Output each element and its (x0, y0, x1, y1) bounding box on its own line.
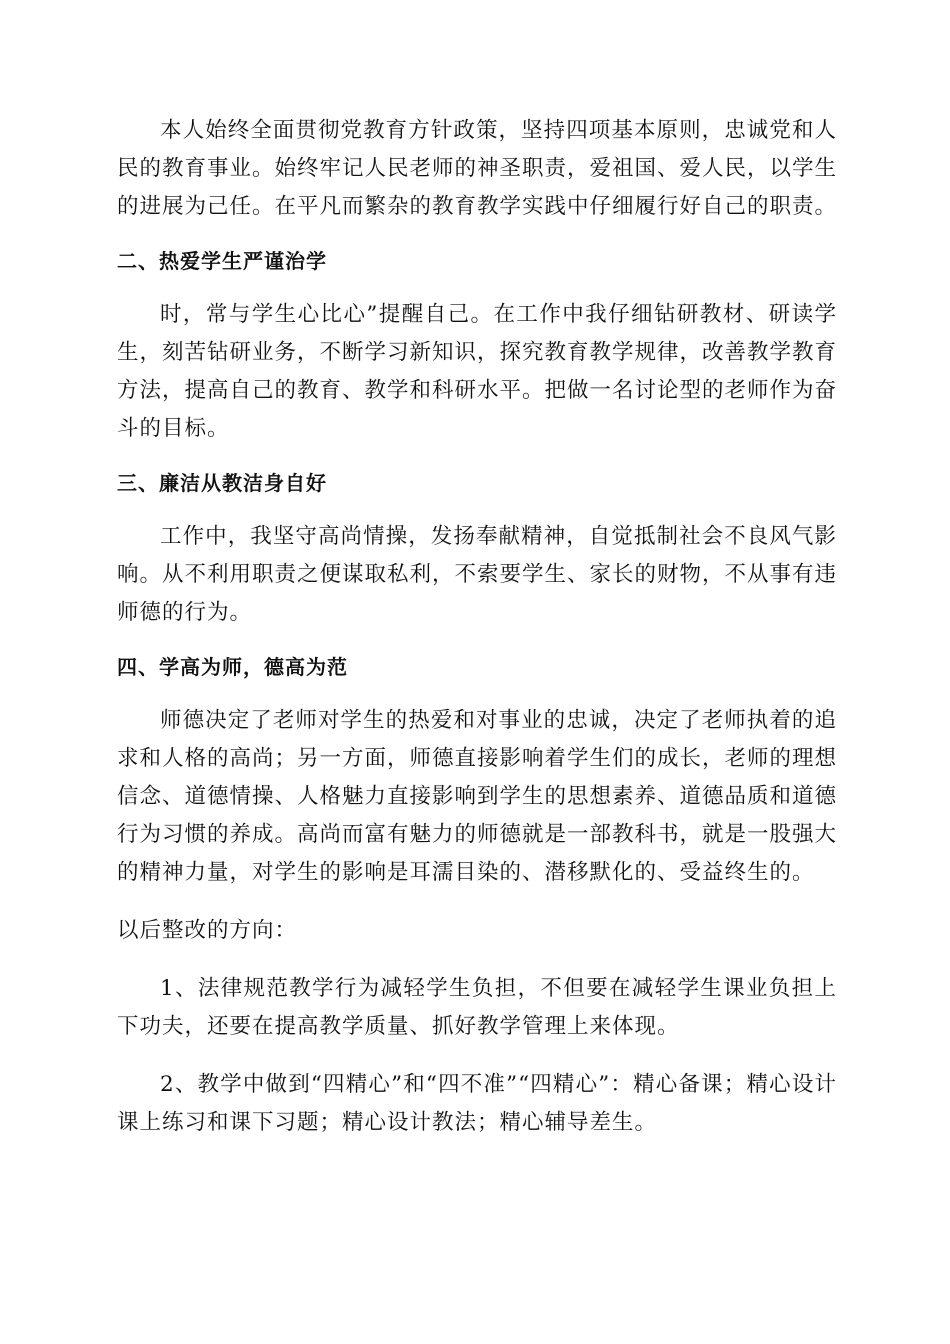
section-2-paragraph: 时，常与学生心比心”提醒自己。在工作中我仔细钻研教材、研读学生，刻苦钻研业务，不断学习新知识，探究教育教学规律，改善教学教育方法，提高自己的教育、教学和科研水平。把做一名讨论型的老师作为奋斗的目标。 (117, 302, 838, 441)
section-heading-2: 二、热爱学生严谨治学 (117, 249, 327, 273)
rectification-item-2: 2、教学中做到“四精心”和“四不准”“四精心”：精心备课；精心设计课上练习和课下习题；精心设计教法；精心辅导差生。 (117, 1072, 837, 1135)
section-heading-3: 三、廉洁从教洁身自好 (117, 471, 327, 495)
section-3-paragraph: 工作中，我坚守高尚情操，发扬奉献精神，自觉抵制社会不良风气影响。从不利用职责之便谋取私利，不索要学生、家长的财物，不从事有违师德的行为。 (117, 524, 838, 625)
section-4-paragraph: 师德决定了老师对学生的热爱和对事业的忠诚，决定了老师执着的追求和人格的高尚；另一方面，师德直接影响着学生们的成长，老师的理想信念、道德情操、人格魅力直接影响到学生的思想素养、道德品质和道德行为习惯的养成。高尚而富有魅力的师德就是一部教科书，就是一股强大的精神力量，对学生的影响是耳濡目染的、潜移默化的、受益终生的。 (117, 708, 838, 885)
document-body (117, 112, 837, 1142)
rectification-intro: 以后整改的方向： (117, 918, 298, 943)
intro-paragraph: 本人始终全面贯彻党教育方针政策，坚持四项基本原则，忠诚党和人民的教育事业。始终牢记人民老师的神圣职责，爱祖国、爱人民，以学生的进展为己任。在平凡而繁杂的教育教学实践中仔细履行好自己的职责。 (117, 118, 838, 219)
rectification-item-1: 1、法律规范教学行为减轻学生负担，不但要在减轻学生课业负担上下功夫，还要在提高教学质量、抓好教学管理上来体现。 (117, 976, 837, 1039)
section-heading-4: 四、学高为师，德高为范 (117, 655, 348, 679)
